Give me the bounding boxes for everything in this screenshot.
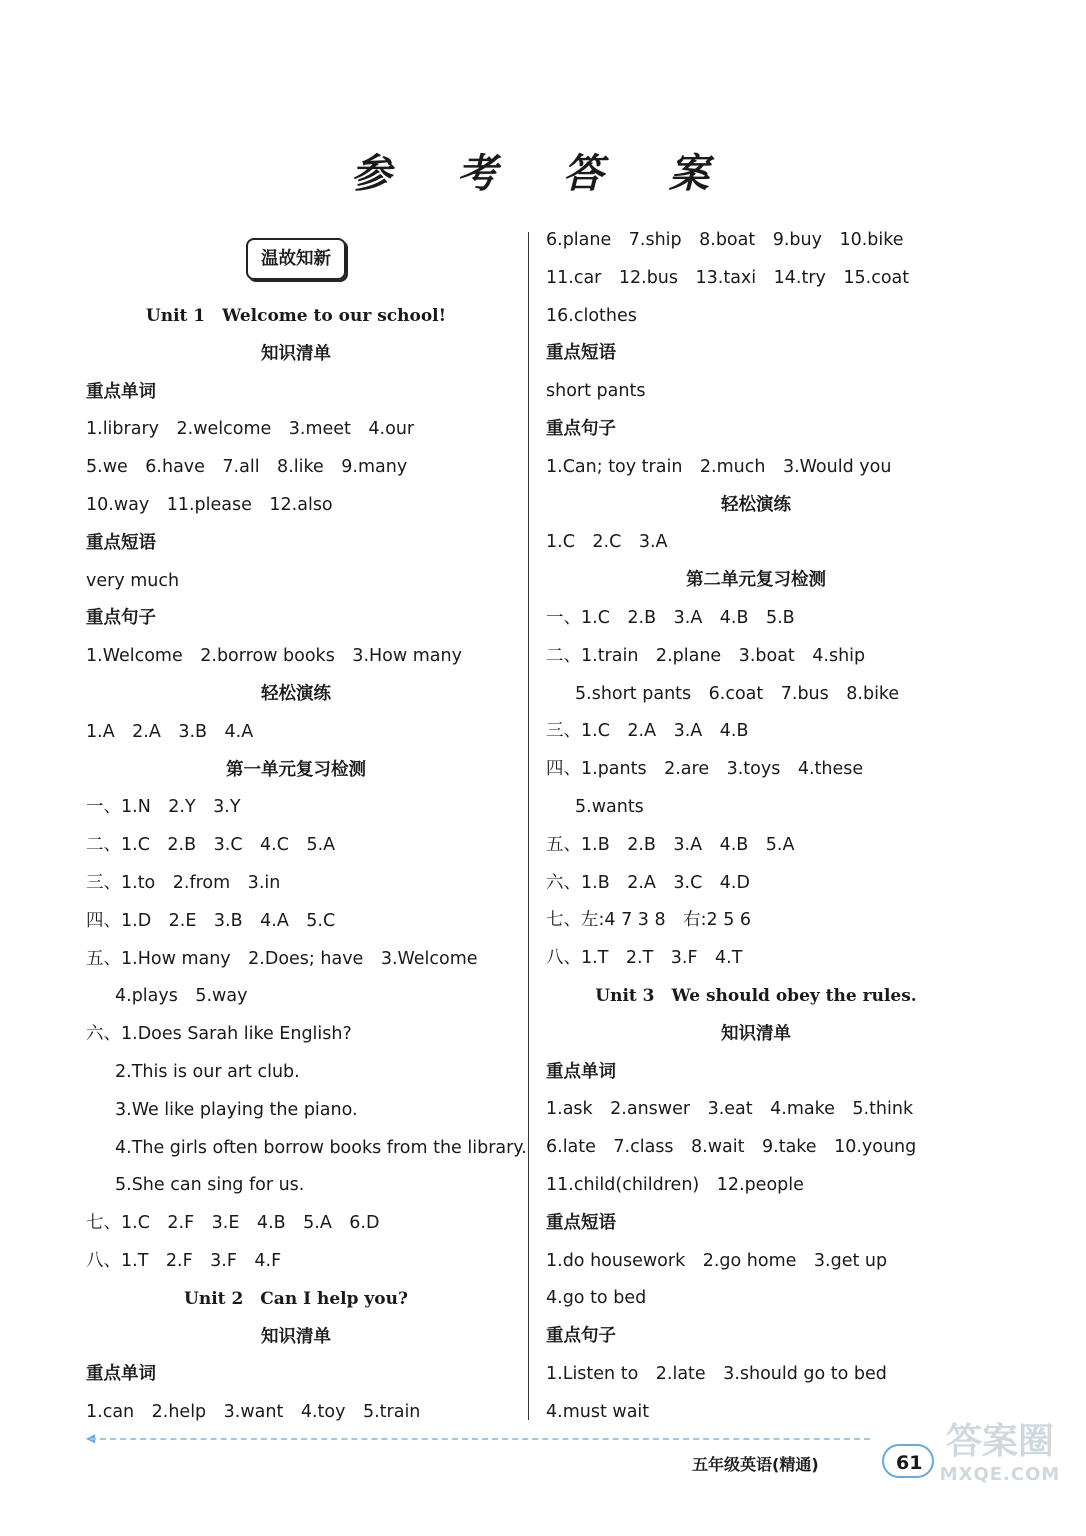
right-answer-list: [546, 222, 966, 1432]
answer-line: 轻松演练: [261, 683, 331, 704]
answer-line: 重点短语: [546, 1212, 616, 1233]
answer-line: Unit 1 Welcome to our school!: [145, 306, 447, 326]
answer-line: 11.car 12.bus 13.taxi 14.try 15.coat: [546, 267, 910, 288]
answer-line: 六、1.B 2.A 3.C 4.D: [546, 872, 750, 893]
answer-line: 5.short pants 6.coat 7.bus 8.bike: [575, 683, 900, 704]
answer-line: 6.late 7.class 8.wait 9.take 10.young: [546, 1137, 917, 1158]
answer-line: 轻松演练: [721, 494, 791, 515]
answer-line: 重点短语: [546, 343, 616, 364]
answer-line: 八、1.T 2.T 3.F 4.T: [546, 948, 743, 969]
answer-line: 1.C 2.C 3.A: [546, 532, 668, 553]
answer-line: 一、1.C 2.B 3.A 4.B 5.B: [546, 607, 795, 628]
answer-line: 八、1.T 2.F 3.F 4.F: [86, 1250, 282, 1271]
answer-line: 1.Can; toy train 2.much 3.Would you: [546, 456, 892, 477]
answer-line: 知识清单: [261, 1326, 331, 1347]
column-divider: [528, 232, 529, 1420]
answer-line: 1.do housework 2.go home 3.get up: [546, 1250, 888, 1271]
answer-line: 重点句子: [546, 418, 616, 439]
answer-line: 四、1.pants 2.are 3.toys 4.these: [546, 759, 864, 780]
watermark-url: MXQE.COM: [939, 1464, 1061, 1485]
watermark-text: 答案圈: [945, 1421, 1054, 1462]
answer-line: 1.ask 2.answer 3.eat 4.make 5.think: [546, 1099, 914, 1120]
answer-line: 重点单词: [86, 1364, 156, 1385]
answer-line: 四、1.D 2.E 3.B 4.A 5.C: [86, 910, 336, 931]
answer-line: 三、1.to 2.from 3.in: [86, 872, 281, 893]
answer-line: 重点单词: [86, 381, 156, 402]
answer-line: 5.we 6.have 7.all 8.like 9.many: [86, 457, 408, 478]
page-title: 参 考 答 案: [351, 150, 735, 197]
answer-line: 一、1.N 2.Y 3.Y: [86, 797, 241, 818]
answer-line: 重点句子: [546, 1326, 616, 1347]
answer-line: 五、1.How many 2.Does; have 3.Welcome: [86, 948, 478, 969]
answer-line: 1.can 2.help 3.want 4.toy 5.train: [86, 1402, 421, 1423]
answer-line: Unit 2 Can I help you?: [184, 1288, 408, 1309]
page-number: 61: [882, 1444, 934, 1478]
answer-line: 二、1.train 2.plane 3.boat 4.ship: [546, 645, 866, 666]
answer-line: 5.wants: [575, 796, 644, 817]
answer-line: 七、左:4 7 3 8 右:2 5 6: [546, 910, 752, 931]
answer-line: 4.must wait: [546, 1401, 650, 1422]
answer-line: 三、1.C 2.A 3.A 4.B: [546, 721, 749, 742]
answer-line: 1.A 2.A 3.B 4.A: [86, 721, 254, 742]
answer-line: 六、1.Does Sarah like English?: [86, 1024, 352, 1045]
answer-line: 五、1.B 2.B 3.A 4.B 5.A: [546, 834, 795, 855]
answer-line: 重点短语: [86, 532, 156, 553]
answer-line: 6.plane 7.ship 8.boat 9.buy 10.bike: [546, 230, 904, 250]
answer-line: 知识清单: [721, 1023, 791, 1044]
section-badge-wrap: [86, 222, 506, 298]
answer-line: 16.clothes: [546, 305, 637, 326]
answer-line: 1.Listen to 2.late 3.should go to bed: [546, 1363, 887, 1384]
answer-line: 二、1.C 2.B 3.C 4.C 5.A: [86, 835, 336, 856]
answer-line: 知识清单: [261, 343, 331, 364]
answer-line: 2.This is our art club.: [115, 1061, 300, 1082]
watermark-logo: [920, 1420, 1080, 1530]
answer-line: 重点句子: [86, 608, 156, 629]
footer-dashed-line: [90, 1438, 870, 1440]
answer-line: 第二单元复习检测: [686, 570, 826, 591]
left-column: [86, 222, 527, 1432]
answer-line: 11.child(children) 12.people: [546, 1174, 804, 1195]
answer-line: 重点单词: [546, 1061, 616, 1082]
answer-line: 3.We like playing the piano.: [115, 1099, 358, 1120]
answer-line: 5.She can sing for us.: [115, 1175, 305, 1196]
answer-line: 10.way 11.please 12.also: [86, 494, 333, 515]
answer-line: short pants: [546, 381, 646, 402]
answer-line: 1.Welcome 2.borrow books 3.How many: [86, 646, 462, 667]
right-column: [546, 222, 966, 1432]
answer-line: 4.plays 5.way: [115, 986, 248, 1007]
answer-line: 七、1.C 2.F 3.E 4.B 5.A 6.D: [86, 1213, 380, 1234]
book-title: 五年级英语(精通): [692, 1455, 819, 1474]
answer-line: Unit 3 We should obey the rules.: [595, 985, 917, 1006]
left-answer-list: [86, 298, 527, 1432]
answer-line: 1.library 2.welcome 3.meet 4.our: [86, 419, 415, 440]
answer-line: 第一单元复习检测: [226, 759, 366, 780]
answer-line: 4.go to bed: [546, 1288, 647, 1309]
section-badge: 温故知新: [246, 238, 346, 280]
answer-line: 4.The girls often borrow books from the library.: [115, 1137, 527, 1158]
arrow-left-icon: ◀: [86, 1431, 96, 1445]
answer-line: very much: [86, 570, 180, 591]
